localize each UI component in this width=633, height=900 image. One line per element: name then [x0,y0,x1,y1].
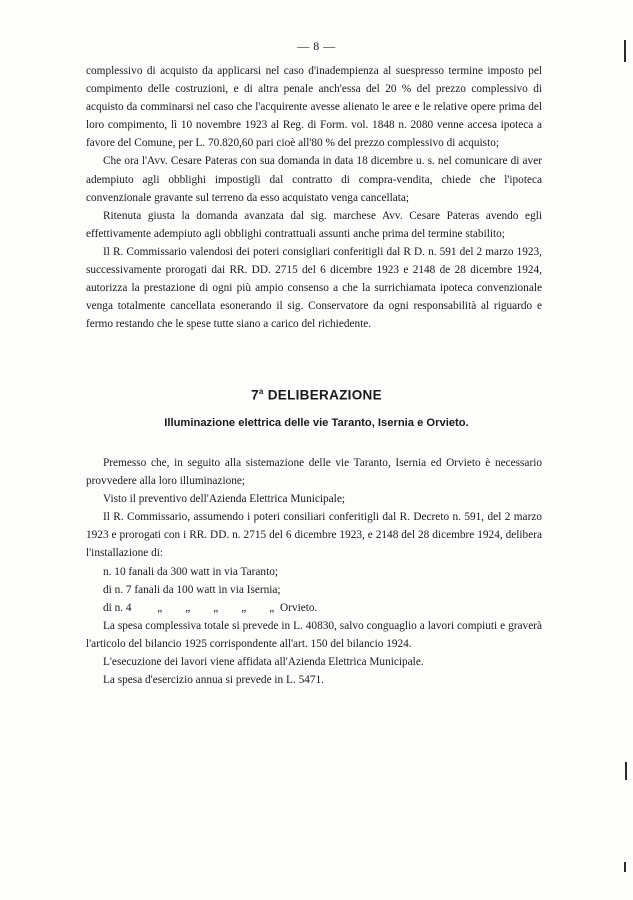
section-title: DELIBERAZIONE [267,387,382,403]
list-item: di n. 7 fanali da 100 watt in via Isernia; [103,583,281,596]
ditto-mark: „ [241,601,247,614]
page-number: — 8 — [297,39,336,53]
deliberation-text [86,454,542,689]
ditto-mark: „ [269,601,275,614]
list-item: n. 10 fanali da 300 watt in via Taranto; [103,565,278,578]
ditto-suffix: Orvieto. [280,601,318,614]
paragraph-commissario: Il R. Commissario, assumendo i poteri consiliari conferitigli dal R. Decreto n. 591, del 2 marzo 1923 e prorogati con i RR. DD. n. 2715 del 6 dicembre 1923, e 2148 del 28 dicembre 1924, delibera l'installazione di: [86,511,542,560]
ditto-mark: „ [185,601,191,614]
section-heading [0,387,633,403]
list-item-ditto [86,599,542,617]
preceding-deliberation-text [86,62,542,333]
section-ordinal: a [258,387,264,396]
paragraph-request-accepted: Ritenuta giusta la domanda avanzata dal sig. marchese Avv. Cesare Pateras avendo egli effettivamente adempiuto agli obblighi contrattuali assunti anche prima del termine stabilito; [86,209,542,240]
section-subtitle: Illuminazione elettrica delle vie Taranto, Isernia e Orvieto. [164,417,469,429]
section-number: 7 [251,387,259,403]
paragraph-esecuzione: L'esecuzione dei lavori viene affidata all'Azienda Elettrica Municipale. [103,656,424,669]
paragraph-pateras-request: Che ora l'Avv. Cesare Pateras con sua domanda in data 18 dicembre u. s. nel comunicare di aver adempiuto agli obblighi impostigli dal contratto di compra-vendita, chiede che l'ipoteca convenzionale gravante sul terreno da esso acquistato venga cancellata; [86,155,542,204]
scan-edge-mark [624,40,626,62]
scan-edge-mark [625,762,627,780]
paragraph-visto: Visto il preventivo dell'Azienda Elettrica Municipale; [103,493,345,506]
paragraph-premesso: Premesso che, in seguito alla sistemazione delle vie Taranto, Isernia ed Orvieto è necessario provvedere alla loro illuminazione; [86,457,542,488]
paragraph-commissioner-authorization: Il R. Commissario valendosi dei poteri consigliari conferitigli dal R D. n. 591 del 2 marzo 1923, successivamente prorogati dai RR. DD. 2715 del 6 dicembre 1923 e 2148 de 28 dicembre 1924, autorizza la prestazione di ogni più ampio consenso a che la surrichiamata ipoteca convenzionale venga totalmente cancellata esonerando il sig. Conservatore da ogni responsabilità al riguardo e fermo restando che le spese tutte siano a carico del richiedente. [86,245,542,331]
scan-edge-mark [624,862,626,872]
ditto-mark: „ [157,601,163,614]
ditto-mark: „ [213,601,219,614]
ditto-prefix: di n. 4 [103,601,132,614]
paragraph-spesa: La spesa complessiva totale si prevede in L. 40830, salvo conguaglio a lavori compiuti e graverà l'articolo del bilancio 1925 corrispondente all'art. 150 del bilancio 1924. [86,619,542,650]
paragraph-continuation: complessivo di acquisto da applicarsi nel caso d'inadempienza al suespresso termine imposto pel compimento delle costruzioni, e di altra penale anch'essa del 20 % del prezzo complessivo di acquisto da comminarsi nel caso che l'acquirente avesse alienato le aree e le relative opere prima del loro compimento, lì 10 novembre 1923 al Reg. di Form. vol. 1848 n. 2080 venne accesa ipoteca a favore del Comune, per L. 70.820,60 pari cioè all'80 % del prezzo complessivo di acquisto; [86,65,542,150]
paragraph-esercizio: La spesa d'esercizio annua si prevede in L. 5471. [103,674,324,687]
